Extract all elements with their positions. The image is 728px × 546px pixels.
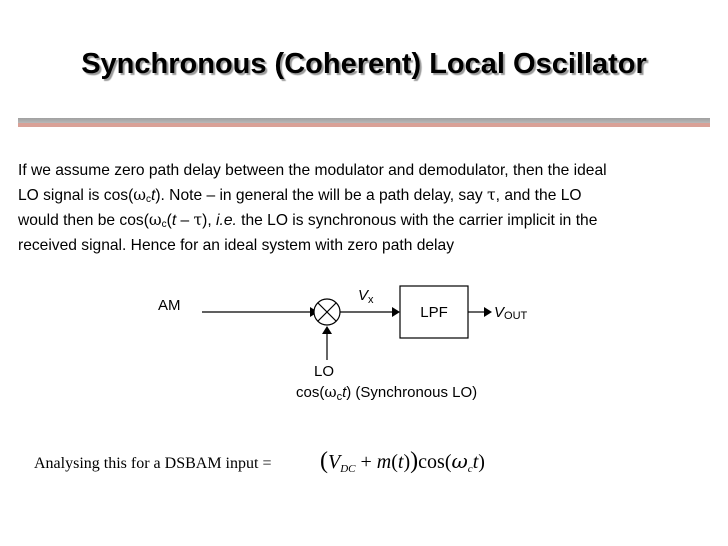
lpf-output-arrow [484,307,492,317]
ie-text: i.e. [216,212,237,229]
mixer-output-arrow [392,307,400,317]
para-text: the LO is synchronous with the carrier implicit in the [236,212,598,229]
tau-symbol: τ [487,186,496,204]
para-text: LO signal is cos( [18,187,134,204]
var-t: t [397,451,404,473]
paren: ( [444,451,452,473]
lo-label: LO [314,363,335,380]
subscript-c: c [467,463,473,475]
dsbam-equation [320,448,485,475]
plus-sign: + [355,451,377,473]
vx-label: $V_x$ [358,287,374,306]
para-text: – [176,212,194,229]
paren: ) [410,448,419,474]
paren: ) [478,451,485,473]
para-text: , and the LO [495,187,582,204]
var-v: V [328,451,341,473]
subscript-dc: DC [340,463,356,475]
omega-symbol: ω [451,449,468,473]
cos-function: cos [418,451,445,473]
subscript-c: c [145,194,151,205]
para-line-1: If we assume zero path delay between the modulator and demodulator, then the ideal [18,162,607,179]
var-m: m [376,451,392,473]
equation-label: Analysing this for a DSBAM input = [34,455,272,472]
am-input-label: AM [158,297,181,314]
paren: ( [391,451,398,473]
lo-arrow [322,326,332,334]
para-line-4: received signal. Hence for an ideal system with zero path delay [18,237,454,254]
paren: ) [403,451,411,473]
subscript-c: c [161,219,167,230]
para-text: ), [202,212,217,229]
para-text: ( [166,212,172,229]
omega-symbol: ω [133,186,146,204]
var-t: t [171,212,177,229]
omega-symbol: ω [148,211,162,229]
mixer-icon [314,299,340,325]
para-text: ). Note – in general the will be a path delay, say [155,187,488,204]
var-t: t [150,187,156,204]
lo-expression: $\cos(\omega_ct)$ (Synchronous LO) [296,383,478,403]
tau-symbol: τ [193,211,203,229]
paren: ( [320,448,328,474]
lpf-label: LPF [420,304,448,321]
slide-title: Synchronous (Coherent) Local Oscillator [81,48,647,80]
var-t: t [472,451,479,473]
para-text: would then be cos( [18,212,149,229]
vout-label: VOUT [494,304,528,322]
